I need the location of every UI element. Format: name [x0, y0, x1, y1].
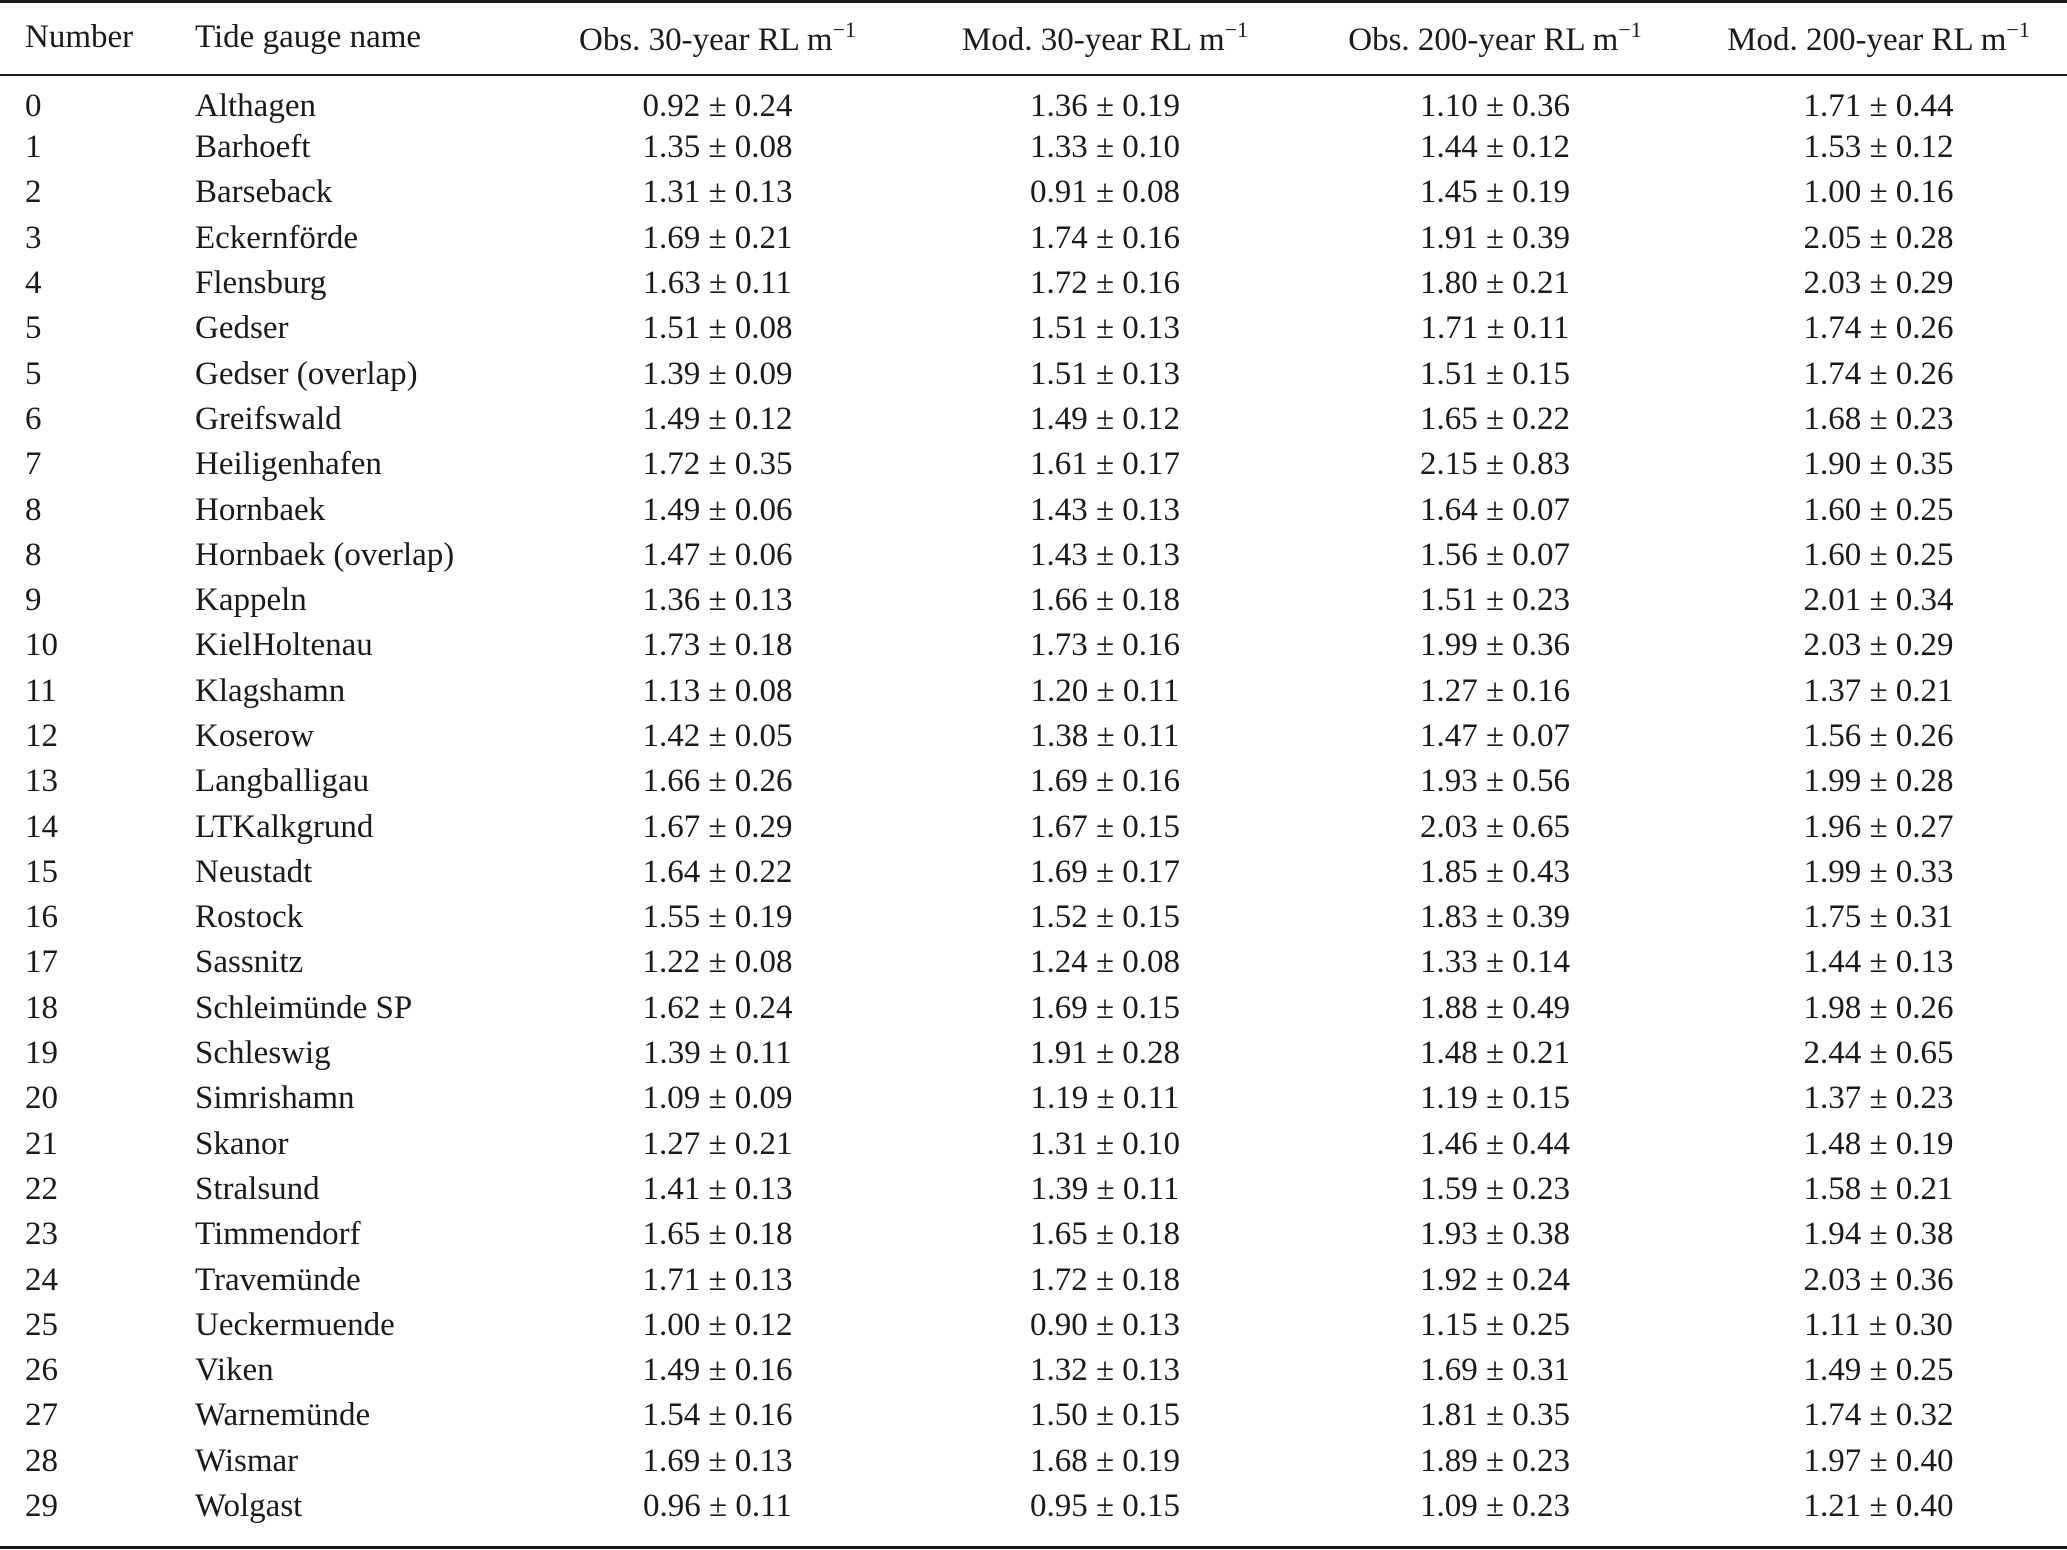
cell-obs-30: 1.13 ± 0.08 [642, 672, 793, 709]
cell-mod-30: 1.66 ± 0.18 [1029, 582, 1181, 619]
cell-gauge-name: Wolgast [195, 1488, 303, 1525]
cell-obs-200: 1.19 ± 0.15 [1419, 1080, 1571, 1117]
cell-mod-200: 2.01 ± 0.34 [1803, 582, 1954, 619]
cell-number: 7 [25, 446, 42, 483]
cell-obs-30: 1.42 ± 0.05 [642, 718, 793, 754]
cell-obs-30: 1.72 ± 0.35 [642, 446, 793, 483]
cell-number: 26 [25, 1352, 58, 1389]
cell-mod-200: 2.05 ± 0.28 [1803, 219, 1954, 256]
cell-obs-30: 1.65 ± 0.18 [642, 1216, 793, 1253]
cell-mod-30: 0.90 ± 0.13 [1029, 1306, 1181, 1343]
cell-number: 2 [25, 174, 42, 211]
cell-mod-200: 1.90 ± 0.35 [1803, 446, 1954, 483]
header-number: Number [25, 19, 134, 55]
cell-mod-30: 0.95 ± 0.15 [1029, 1488, 1181, 1525]
cell-mod-200: 2.03 ± 0.29 [1803, 265, 1954, 302]
cell-number: 20 [25, 1080, 58, 1117]
cell-mod-30: 1.69 ± 0.15 [1029, 989, 1181, 1026]
header-obs-200: Obs. 200-year RL $m^{-1}$ [1348, 16, 1642, 58]
table-row [0, 759, 2067, 804]
table-row [0, 986, 2067, 1031]
cell-number: 9 [25, 582, 42, 619]
table-row [0, 1303, 2067, 1348]
cell-gauge-name: Langballigau [195, 763, 370, 800]
cell-number: 5 [25, 355, 42, 392]
cell-mod-30: 1.38 ± 0.11 [1030, 718, 1180, 754]
cell-gauge-name: Barhoeft [195, 129, 311, 166]
cell-obs-30: 1.49 ± 0.12 [642, 400, 793, 437]
cell-number: 8 [25, 491, 42, 528]
table-row [0, 578, 2067, 623]
cell-mod-200: 1.58 ± 0.21 [1803, 1170, 1954, 1207]
table-row [0, 170, 2067, 215]
cell-mod-200: 1.44 ± 0.13 [1803, 944, 1954, 981]
table-row [0, 1484, 2067, 1529]
cell-obs-200: 1.27 ± 0.16 [1419, 672, 1571, 709]
cell-gauge-name: Schleswig [195, 1035, 331, 1072]
table-row [0, 306, 2067, 351]
cell-number: 8 [25, 536, 42, 573]
cell-obs-30: 1.69 ± 0.13 [642, 1442, 793, 1479]
cell-obs-200: 1.89 ± 0.23 [1419, 1442, 1571, 1479]
cell-gauge-name: Flensburg [195, 265, 327, 302]
table-row [0, 895, 2067, 940]
cell-obs-30: 1.49 ± 0.16 [642, 1352, 793, 1389]
cell-mod-30: 1.31 ± 0.10 [1029, 1125, 1181, 1162]
cell-gauge-name: Eckernförde [195, 219, 359, 256]
cell-mod-200: 1.37 ± 0.23 [1803, 1080, 1954, 1117]
cell-number: 13 [25, 763, 58, 800]
cell-obs-200: 1.93 ± 0.38 [1419, 1216, 1571, 1253]
cell-obs-200: 1.69 ± 0.31 [1419, 1352, 1571, 1389]
cell-mod-200: 2.03 ± 0.29 [1803, 627, 1954, 664]
cell-gauge-name: Rostock [195, 899, 304, 936]
cell-obs-30: 1.55 ± 0.19 [642, 899, 793, 936]
cell-obs-200: 1.56 ± 0.07 [1419, 536, 1571, 573]
cell-mod-200: 1.11 ± 0.30 [1804, 1306, 1953, 1343]
cell-mod-30: 1.43 ± 0.13 [1029, 491, 1181, 528]
cell-obs-30: 1.69 ± 0.21 [642, 219, 793, 256]
cell-obs-30: 1.54 ± 0.16 [642, 1397, 793, 1434]
cell-mod-30: 1.65 ± 0.18 [1029, 1216, 1181, 1253]
cell-mod-30: 1.67 ± 0.15 [1029, 808, 1181, 845]
table-row [0, 850, 2067, 895]
cell-mod-30: 1.32 ± 0.13 [1029, 1352, 1181, 1389]
cell-mod-30: 1.52 ± 0.15 [1029, 899, 1181, 936]
cell-mod-30: 1.39 ± 0.11 [1030, 1170, 1180, 1207]
cell-obs-30: 1.73 ± 0.18 [642, 627, 793, 664]
cell-number: 21 [25, 1125, 58, 1162]
cell-mod-200: 2.44 ± 0.65 [1803, 1035, 1954, 1072]
cell-obs-200: 1.93 ± 0.56 [1419, 763, 1571, 800]
cell-obs-30: 0.92 ± 0.24 [642, 88, 793, 124]
cell-mod-200: 1.68 ± 0.23 [1803, 400, 1954, 437]
cell-obs-30: 1.09 ± 0.09 [642, 1080, 793, 1117]
cell-obs-200: 1.71 ± 0.11 [1420, 310, 1570, 347]
cell-gauge-name: Sassnitz [195, 944, 304, 981]
cell-obs-30: 1.31 ± 0.13 [642, 174, 793, 211]
cell-gauge-name: Greifswald [195, 400, 342, 437]
cell-obs-200: 1.65 ± 0.22 [1419, 400, 1571, 437]
cell-obs-200: 1.88 ± 0.49 [1419, 989, 1571, 1026]
cell-gauge-name: Kappeln [195, 582, 307, 619]
cell-obs-30: 1.36 ± 0.13 [642, 582, 793, 619]
cell-gauge-name: Ueckermuende [195, 1306, 395, 1343]
cell-obs-30: 1.66 ± 0.26 [642, 763, 793, 800]
unit-exponent: −1 [2006, 16, 2030, 42]
cell-obs-30: 1.51 ± 0.08 [642, 310, 793, 347]
cell-number: 3 [25, 219, 42, 256]
table-row [0, 1031, 2067, 1076]
header-mod-200: Mod. 200-year RL $m^{-1}$ [1727, 16, 2030, 58]
cell-mod-30: 1.74 ± 0.16 [1029, 219, 1181, 256]
cell-mod-200: 1.97 ± 0.40 [1803, 1442, 1954, 1479]
table-row [0, 940, 2067, 985]
cell-obs-30: 1.64 ± 0.22 [642, 853, 793, 890]
cell-number: 10 [25, 627, 58, 664]
table-header [0, 0, 2067, 75]
header-mod-30: Mod. 30-year RL $m^{-1}$ [961, 16, 1249, 58]
cell-number: 1 [25, 129, 42, 166]
cell-obs-200: 1.48 ± 0.21 [1419, 1035, 1571, 1072]
table-row [0, 1122, 2067, 1167]
cell-gauge-name: Warnemünde [195, 1397, 371, 1434]
cell-number: 11 [25, 672, 57, 709]
cell-mod-200: 1.99 ± 0.33 [1803, 853, 1954, 890]
cell-mod-30: 1.20 ± 0.11 [1030, 672, 1180, 709]
cell-number: 24 [25, 1261, 58, 1298]
cell-obs-200: 1.99 ± 0.36 [1419, 627, 1571, 664]
cell-mod-200: 1.74 ± 0.26 [1803, 355, 1954, 392]
cell-obs-200: 2.03 ± 0.65 [1419, 808, 1571, 845]
cell-mod-200: 1.48 ± 0.19 [1803, 1125, 1954, 1162]
cell-mod-200: 2.03 ± 0.36 [1803, 1261, 1954, 1298]
cell-number: 29 [25, 1488, 58, 1525]
table-row [0, 125, 2067, 170]
cell-mod-200: 1.49 ± 0.25 [1803, 1352, 1954, 1389]
cell-number: 27 [25, 1397, 58, 1434]
header-name: Tide gauge name [195, 19, 422, 55]
cell-number: 14 [25, 808, 58, 845]
cell-mod-200: 1.75 ± 0.31 [1803, 899, 1954, 936]
cell-number: 15 [25, 853, 58, 890]
cell-obs-200: 1.85 ± 0.43 [1419, 853, 1571, 890]
cell-obs-200: 1.47 ± 0.07 [1419, 718, 1571, 754]
cell-obs-200: 1.80 ± 0.21 [1419, 265, 1571, 302]
header-obs-30: Obs. 30-year RL $m^{-1}$ [579, 16, 856, 58]
cell-mod-200: 1.21 ± 0.40 [1803, 1488, 1954, 1525]
cell-mod-30: 1.33 ± 0.10 [1029, 129, 1181, 166]
cell-obs-200: 1.10 ± 0.36 [1419, 88, 1571, 124]
cell-number: 5 [25, 310, 42, 347]
cell-obs-30: 1.71 ± 0.13 [642, 1261, 793, 1298]
cell-mod-30: 1.91 ± 0.28 [1029, 1035, 1181, 1072]
cell-gauge-name: Althagen [195, 88, 316, 124]
cell-mod-200: 1.74 ± 0.26 [1803, 310, 1954, 347]
cell-obs-200: 1.81 ± 0.35 [1419, 1397, 1571, 1434]
cell-mod-30: 1.51 ± 0.13 [1029, 310, 1181, 347]
cell-gauge-name: Hornbaek [195, 491, 326, 528]
cell-mod-200: 1.94 ± 0.38 [1803, 1216, 1954, 1253]
cell-obs-200: 2.15 ± 0.83 [1419, 446, 1571, 483]
cell-obs-200: 1.33 ± 0.14 [1419, 944, 1571, 981]
cell-mod-200: 1.60 ± 0.25 [1803, 491, 1954, 528]
cell-mod-30: 1.68 ± 0.19 [1029, 1442, 1181, 1479]
cell-number: 19 [25, 1035, 58, 1072]
table-row [0, 1393, 2067, 1438]
table-row [0, 533, 2067, 578]
cell-obs-30: 1.67 ± 0.29 [642, 808, 793, 845]
cell-obs-30: 1.47 ± 0.06 [642, 536, 793, 573]
cell-obs-200: 1.91 ± 0.39 [1419, 219, 1571, 256]
cell-obs-200: 1.44 ± 0.12 [1419, 129, 1571, 166]
cell-mod-30: 1.72 ± 0.18 [1029, 1261, 1181, 1298]
table-row [0, 351, 2067, 396]
cell-mod-30: 1.24 ± 0.08 [1029, 944, 1181, 981]
cell-mod-200: 1.53 ± 0.12 [1803, 129, 1954, 166]
cell-mod-30: 1.61 ± 0.17 [1029, 446, 1181, 483]
cell-gauge-name: Wismar [195, 1442, 299, 1479]
cell-obs-200: 1.83 ± 0.39 [1419, 899, 1571, 936]
cell-mod-30: 1.73 ± 0.16 [1029, 627, 1181, 664]
cell-mod-200: 1.98 ± 0.26 [1803, 989, 1954, 1026]
cell-mod-30: 1.72 ± 0.16 [1029, 265, 1181, 302]
cell-obs-30: 1.41 ± 0.13 [642, 1170, 793, 1207]
table-row [0, 261, 2067, 306]
unit-exponent: −1 [1224, 16, 1249, 42]
cell-mod-30: 1.50 ± 0.15 [1029, 1397, 1181, 1434]
table-row [0, 1212, 2067, 1257]
cell-mod-200: 1.71 ± 0.44 [1803, 88, 1954, 124]
cell-number: 28 [25, 1442, 58, 1479]
table-row [0, 75, 2067, 125]
cell-gauge-name: Neustadt [195, 853, 313, 890]
cell-number: 23 [25, 1216, 58, 1253]
cell-number: 0 [25, 88, 42, 124]
cell-mod-30: 1.69 ± 0.16 [1029, 763, 1181, 800]
cell-gauge-name: Timmendorf [195, 1216, 361, 1253]
cell-number: 17 [25, 944, 58, 981]
cell-mod-200: 1.56 ± 0.26 [1803, 718, 1954, 754]
cell-obs-30: 1.39 ± 0.11 [643, 1035, 792, 1072]
cell-obs-200: 1.51 ± 0.23 [1419, 582, 1571, 619]
cell-obs-30: 1.27 ± 0.21 [642, 1125, 793, 1162]
cell-number: 25 [25, 1306, 58, 1343]
cell-obs-200: 1.46 ± 0.44 [1419, 1125, 1571, 1162]
cell-gauge-name: Simrishamn [195, 1080, 355, 1117]
cell-obs-30: 1.00 ± 0.12 [642, 1306, 793, 1343]
cell-obs-30: 0.96 ± 0.11 [643, 1488, 792, 1525]
table-row [0, 804, 2067, 849]
cell-gauge-name: Schleimünde SP [195, 989, 413, 1026]
cell-obs-30: 1.35 ± 0.08 [642, 129, 793, 166]
table-row [0, 397, 2067, 442]
cell-gauge-name: Skanor [195, 1125, 289, 1162]
cell-gauge-name: Koserow [195, 718, 315, 754]
cell-gauge-name: Gedser (overlap) [195, 355, 418, 392]
unit-exponent: −1 [832, 16, 856, 42]
cell-obs-200: 1.59 ± 0.23 [1419, 1170, 1571, 1207]
cell-gauge-name: KielHoltenau [195, 627, 373, 664]
table-row [0, 1348, 2067, 1393]
cell-number: 18 [25, 989, 58, 1026]
cell-mod-200: 1.99 ± 0.28 [1803, 763, 1954, 800]
cell-mod-200: 1.60 ± 0.25 [1803, 536, 1954, 573]
cell-obs-30: 1.22 ± 0.08 [642, 944, 793, 981]
cell-gauge-name: Heiligenhafen [195, 446, 382, 483]
cell-obs-30: 1.62 ± 0.24 [642, 989, 793, 1026]
cell-obs-200: 1.45 ± 0.19 [1419, 174, 1571, 211]
cell-obs-200: 1.64 ± 0.07 [1419, 491, 1571, 528]
cell-mod-30: 0.91 ± 0.08 [1029, 174, 1181, 211]
cell-mod-30: 1.36 ± 0.19 [1029, 88, 1181, 124]
cell-obs-30: 1.39 ± 0.09 [642, 355, 793, 392]
cell-number: 6 [25, 400, 42, 437]
cell-obs-30: 1.49 ± 0.06 [642, 491, 793, 528]
cell-number: 22 [25, 1170, 58, 1207]
cell-mod-30: 1.19 ± 0.11 [1030, 1080, 1180, 1117]
cell-gauge-name: Klagshamn [195, 672, 346, 709]
cell-obs-200: 1.92 ± 0.24 [1419, 1261, 1571, 1298]
cell-mod-200: 1.37 ± 0.21 [1803, 672, 1954, 709]
cell-number: 12 [25, 718, 58, 754]
cell-obs-30: 1.63 ± 0.11 [643, 265, 792, 302]
table-row [0, 1439, 2067, 1484]
cell-obs-200: 1.15 ± 0.25 [1419, 1306, 1571, 1343]
cell-mod-200: 1.96 ± 0.27 [1803, 808, 1954, 845]
table-row [0, 714, 2067, 759]
cell-gauge-name: Travemünde [195, 1261, 361, 1298]
cell-obs-200: 1.09 ± 0.23 [1419, 1488, 1571, 1525]
cell-obs-200: 1.51 ± 0.15 [1419, 355, 1571, 392]
table-row [0, 1076, 2067, 1121]
cell-mod-30: 1.51 ± 0.13 [1029, 355, 1181, 392]
table-row [0, 487, 2067, 532]
table-row [0, 216, 2067, 261]
cell-number: 4 [25, 265, 42, 302]
table-row [0, 669, 2067, 714]
unit-exponent: −1 [1618, 16, 1642, 42]
cell-gauge-name: Stralsund [195, 1170, 320, 1207]
cell-gauge-name: Hornbaek (overlap) [195, 536, 455, 573]
cell-mod-200: 1.74 ± 0.32 [1803, 1397, 1954, 1434]
cell-mod-30: 1.49 ± 0.12 [1029, 400, 1181, 437]
cell-number: 16 [25, 899, 58, 936]
cell-gauge-name: Gedser [195, 310, 289, 347]
cell-mod-200: 1.00 ± 0.16 [1803, 174, 1954, 211]
table-body [0, 75, 2067, 1529]
table-row [0, 1257, 2067, 1302]
cell-mod-30: 1.69 ± 0.17 [1029, 853, 1181, 890]
table-row [0, 623, 2067, 668]
table-row [0, 1167, 2067, 1212]
table-row [0, 442, 2067, 487]
cell-gauge-name: LTKalkgrund [195, 808, 374, 845]
cell-gauge-name: Viken [195, 1352, 274, 1389]
header-row [0, 0, 2067, 75]
bottom-rule [0, 1546, 2067, 1549]
cell-mod-30: 1.43 ± 0.13 [1029, 536, 1181, 573]
cell-gauge-name: Barseback [195, 174, 333, 211]
